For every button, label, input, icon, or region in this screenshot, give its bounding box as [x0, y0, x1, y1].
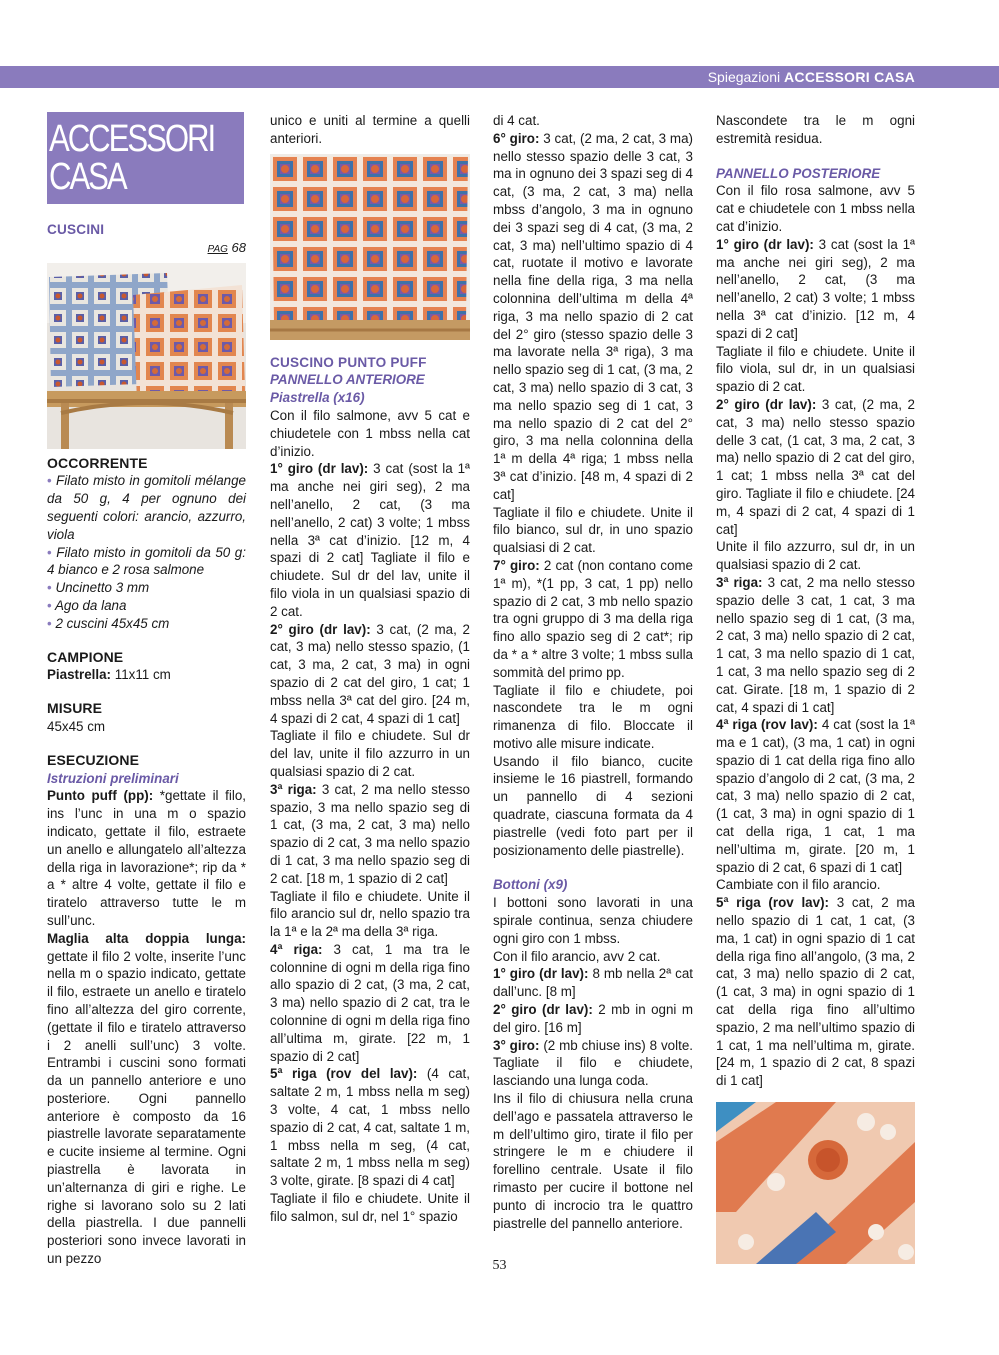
materials-item: • Filato misto in gomitoli da 50 g: 4 bianco e 2 rosa salmone [47, 544, 246, 578]
paragraph: unico e uniti al termine a quelli anteriori. [270, 113, 470, 146]
pannello-posteriore-subheading: PANNELLO POSTERIORE [716, 165, 881, 181]
occorrente-heading: OCCORRENTE [47, 454, 148, 471]
cushion-detail-photo [270, 154, 470, 340]
materials-item: • Ago da lana [47, 597, 127, 613]
paragraph: Tagliate il filo e chiudete. Unite il filo bianco, sul dr, in uno spazio qualsiasi di 2 cat. [493, 504, 693, 556]
paragraph: Tagliate il filo e chiudete. Unite il filo arancio sul dr, nello spazio tra la 1ª e la 2ª ma della 3ª riga. [270, 888, 470, 940]
paragraph: 4ª riga (rov lav): 4 cat (sost la 1ª ma e 1 cat), (3 ma, 1 cat) in ogni spazio di 1 cat della riga fino allo spazio d’angolo di 2 cat, (3 ma, 2 cat, 3 ma) nello spazio di 2 cat, (1 cat, 3 ma) in ogni spazio di 1 cat della riga, 1 cat, 1 ma nell’ultima m, girate. [20 m, 1 spazio di 2 cat, 6 spazi di 1 cat] [716, 717, 915, 875]
paragraph: 3ª riga: 3 cat, 2 ma nello stesso spazio, 3 ma nello spazio seg di 1 cat, (3 ma, 2 cat, 3 ma) nello spazio di 2 cat, 3 ma nello spazio di 1 cat, 3 ma nello spazio seg di 2 cat. [18 m, 1 spazio di 2 cat] [270, 781, 470, 886]
section-cuscini: CUSCINI [47, 222, 105, 237]
paragraph: Tagliate il filo e chiudete, poi nascondete tra le m ogni rimanenza di filo. Bloccate il motivo alle misure indicate. [493, 682, 693, 751]
paragraph: 6° giro: 3 cat, (2 ma, 2 cat, 3 ma) nello stesso spazio delle 3 cat, 3 ma in ognuno dei 3 spazi seg di 4 cat, (3 ma, 2 cat, 3 ma) nella mbss d’angolo, 3 ma in ognuno dei 3 spazi seg di 4 cat, (3 ma, 2 cat, 3 ma) nell’ultimo spazio di 4 cat, ruotate il motivo e lavorate nella fine della riga, 3 ma nella colonnina dell’ultima m della 4ª riga, 3 ma nello spazio di 2 cat del 2° giro (stesso spazio delle 3 ma lavorate nella 3ª riga), 3 ma nello spazio seg di 1 cat, (3 ma, 2 cat, 3 ma) nello spazio di 3 cat, 3 ma nello spazio seg di 1 cat, 3 ma nello spazio di 2 cat del 2° giro, 3 ma nella colonnina della 1ª m della 4ª riga; 1 mbss nella 3ª cat d’inizio. [48 m, 4 spazi di 2 cat] [493, 130, 693, 502]
paragraph: 1° giro (dr lav): 3 cat (sost la 1ª ma anche nei giri seg), 2 ma nell’anello, 2 cat, (3 ma nell’anello, 2 cat) 3 volte; 1 mbss nella 3ª cat d’inizio. [12 m, 4 spazi di 2 cat] Tagliate il filo e chiudete. Sul dr del lav, unite il filo viola in un qualsiasi spazio di 2 cat. [270, 461, 471, 619]
title-line-2: CASA [49, 156, 126, 198]
pannello-anteriore-subheading: PANNELLO ANTERIORE [270, 372, 425, 388]
paragraph: Tagliate il filo e chiudete. Unite il filo viola, sul dr, in un qualsiasi spazio di 2 cat. [716, 343, 915, 395]
header-prefix: Spiegazioni [707, 69, 784, 85]
paragraph: 3° giro: (2 mb chiuse ins) 8 volte. Tagliate il filo e chiudete, lasciando una lunga coda. [493, 1037, 693, 1089]
title-line-1: ACCESSORI [49, 118, 215, 160]
paragraph: Unite il filo azzurro, sul dr, in un qualsiasi spazio di 2 cat. [716, 539, 915, 573]
piastrella-subheading: Piastrella (x16) [270, 390, 365, 406]
paragraph: 4ª riga: 3 cat, 1 ma tra le colonnine di ogni m della riga fino allo spazio di 2 cat, (3 ma, 2 cat, 3 ma) nello spazio di 2 cat, tra le colonnine di ogni m della riga fino all’ultima m, girate. [22 m, 1 spazio di 2 cat] [270, 941, 470, 1064]
paragraph: 5ª riga (rov del lav): (4 cat, saltate 2 m, 1 mbss nella m seg) 3 volte, 4 cat, 1 mbss nello spazio di 2 cat, 4 cat, saltate 1 m, 1 mbss nella m seg, (4 cat, saltate 2 m, 1 mbss nella m seg) 3 volte, girate. [8 spazi di 4 cat] [270, 1066, 470, 1189]
paragraph: 5ª riga (rov lav): 3 cat, 2 ma nello spazio di 1 cat, 1 cat, (3 ma, 1 cat) in ogni spazio di 1 cat della riga fino all’angolo, (3 ma, 2 cat, 3 ma) nello spazio di 2 cat, (1 cat, 3 ma) in ogni spazio di 1 cat della riga fino all’ultimo spazio, 2 ma nell’ultimo spazio di 1 cat, 1 ma nell’ultima m, girate. [24 m, 1 spazio di 2 cat, 8 spazi di 1 cat] [716, 895, 916, 1089]
bottoni-subheading: Bottoni (x9) [493, 877, 568, 893]
materials-item: • Uncinetto 3 mm [47, 580, 150, 596]
paragraph: Ins il filo di chiusura nella cruna dell’ago e passatela attraverso le m dell’ultimo giro, tirate il filo per stringere le m e chiudere il forellino centrale. Usate il filo rimasto per cucire il bottone nel punto di incrocio tra le quattro piastrelle del pannello anteriore. [493, 1091, 693, 1231]
column-4 [716, 112, 915, 1264]
paragraph: 2° giro (dr lav): 3 cat, (2 ma, 2 cat, 3 ma) nello stesso spazio delle 3 cat, (1 cat, 3 ma, 2 cat, 3 ma) nello spazio di 2 cat del giro, 1 cat; 1 mbss nella 3ª cat del giro. Tagliate il filo e chiudete. [24 m, 4 spazi di 2 cat, 4 spazi di 1 cat] [716, 396, 915, 537]
paragraph: 1° giro (dr lav): 8 mb nella 2ª cat dall’unc. [8 m] [493, 966, 693, 1000]
materials-item: • Filato misto in gomitoli mélange da 50 g, 4 per ognuno dei seguenti colori: arancio, azzurro, viola [47, 473, 246, 542]
paragraph: 2° giro (dr lav): 3 cat, (2 ma, 2 cat, 3 ma) nello stesso spazio, (1 cat, 3 ma, 2 cat, 3 ma) in ogni spazio di 2 cat del giro, 1 cat; 1 mbss nella 3ª cat del giro. [24 m, 4 spazi di 2 cat, 4 spazi di 1 cat] [270, 621, 470, 726]
page-reference: PAG 68 [207, 239, 246, 255]
crochet-closeup-photo [716, 1102, 915, 1264]
paragraph: Tagliate il filo e chiudete. Sul dr del lav, unite il filo azzurro in un qualsiasi spazio di 2 cat. [270, 728, 470, 779]
istruzioni-subheading: Istruzioni preliminari [47, 770, 179, 786]
esecuzione-heading: ESECUZIONE [47, 751, 140, 768]
cushions-photo [47, 263, 246, 449]
paragraph: Cambiate con il filo arancio. [716, 877, 881, 893]
paragraph: 3ª riga: 3 cat, 2 ma nello stesso spazio delle 3 cat, 1 cat, 3 ma nello spazio seg di 1 cat, (3 ma, 2 cat, 3 ma) nello spazio di 2 cat, 1 cat, 3 ma nello spazio di 1 cat, 1 cat, 3 ma nello spazio seg di 2 cat. Girate. [18 m, 1 spazio di 2 cat, 4 spazi di 1 cat] [716, 574, 915, 715]
misure-text: 45x45 cm [47, 718, 106, 734]
materials-item: • 2 cuscini 45x45 cm [47, 615, 170, 631]
paragraph: 7° giro: 2 cat (non contano come 1ª m), *(1 pp, 3 cat, 1 pp) nello spazio di 2 cat, 3 mb nello spazio tra ogni gruppo di 3 ma della riga fino allo spazio seg di 2 cat*; rip da * a * altre 3 volte; 1 mbss sulla sommità del primo pp. [493, 557, 694, 680]
paragraph: 1° giro (dr lav): 3 cat (sost la 1ª ma anche nei giri seg), 2 ma nell’anello, 2 cat, (3 ma nell’anello, 2 cat) 3 volte; 1 mbss nella 3ª cat d’inizio. [12 m, 4 spazi di 2 cat] [716, 236, 916, 341]
section-cuscino-punto-puff: CUSCINO PUNTO PUFF [270, 354, 427, 370]
page-title [47, 112, 244, 204]
paragraph: Punto puff (pp): *gettate il filo, ins l’unc in una m o spazio indicato, gettate il filo, estraete un anello e allungatelo all’altezza della riga in lavorazione*; rip da * a * altre 4 volte, gettate il filo e tiratelo attraverso tutte le m sull’unc. [47, 788, 246, 928]
column-1 [47, 112, 246, 1268]
page-number: 53 [492, 1258, 507, 1273]
header-section: ACCESSORI CASA [784, 69, 915, 85]
campione-heading: CAMPIONE [47, 648, 124, 665]
column-2 [270, 112, 470, 1226]
misure-heading: MISURE [47, 700, 103, 717]
paragraph: I bottoni sono lavorati in una spirale continua, senza chiudere ogni giro con 1 mbss. [493, 895, 693, 946]
paragraph: Con il filo rosa salmone, avv 5 cat e chiudetele con 1 mbss nella cat d’inizio. [716, 183, 915, 234]
running-header [0, 66, 999, 88]
campione-text: Piastrella: 11x11 cm [47, 667, 171, 683]
paragraph: Usando il filo bianco, cucite insieme le 16 piastrell, formando un pannello di 4 sezioni quadrate, ciascuna formata da 4 piastrelle (vedi foto part per il posizionamento delle piastrelle). [493, 753, 693, 858]
column-3 [493, 112, 693, 1232]
paragraph: Maglia alta doppia lunga: gettate il filo 2 volte, inserite l’unc nella m o spazio indicato, gettate il filo, estraete un anello e tiratelo fino all’altezza del giro corrente, (gettate il filo e tiratelo attraverso i 2 anelli sull’unc) 3 volte. Entrambi i cuscini sono formati da un pannello anteriore e uno posteriore. Ogni pannello anteriore è composto da 16 piastrelle lavorate separatamente e cucite insieme al termine. Ogni piastrella è lavorata in un’alternanza di giri e righe. Le righe si lavorano solo su 2 lati della piastrella. I due pannelli posteriori sono invece lavorati in un pezzo [47, 930, 246, 1267]
paragraph: Con il filo arancio, avv 2 cat. [493, 948, 661, 964]
paragraph: Nascondete tra le m ogni estremità residua. [716, 113, 915, 146]
paragraph: 2° giro (dr lav): 2 mb in ogni m del giro. [16 m] [493, 1002, 694, 1035]
paragraph: di 4 cat. [493, 113, 540, 128]
paragraph: Tagliate il filo e chiudete. Unite il filo salmon, sul dr, nel 1° spazio [270, 1191, 470, 1224]
paragraph: Con il filo salmone, avv 5 cat e chiudetele con 1 mbss nella cat d’inizio. [270, 407, 470, 459]
